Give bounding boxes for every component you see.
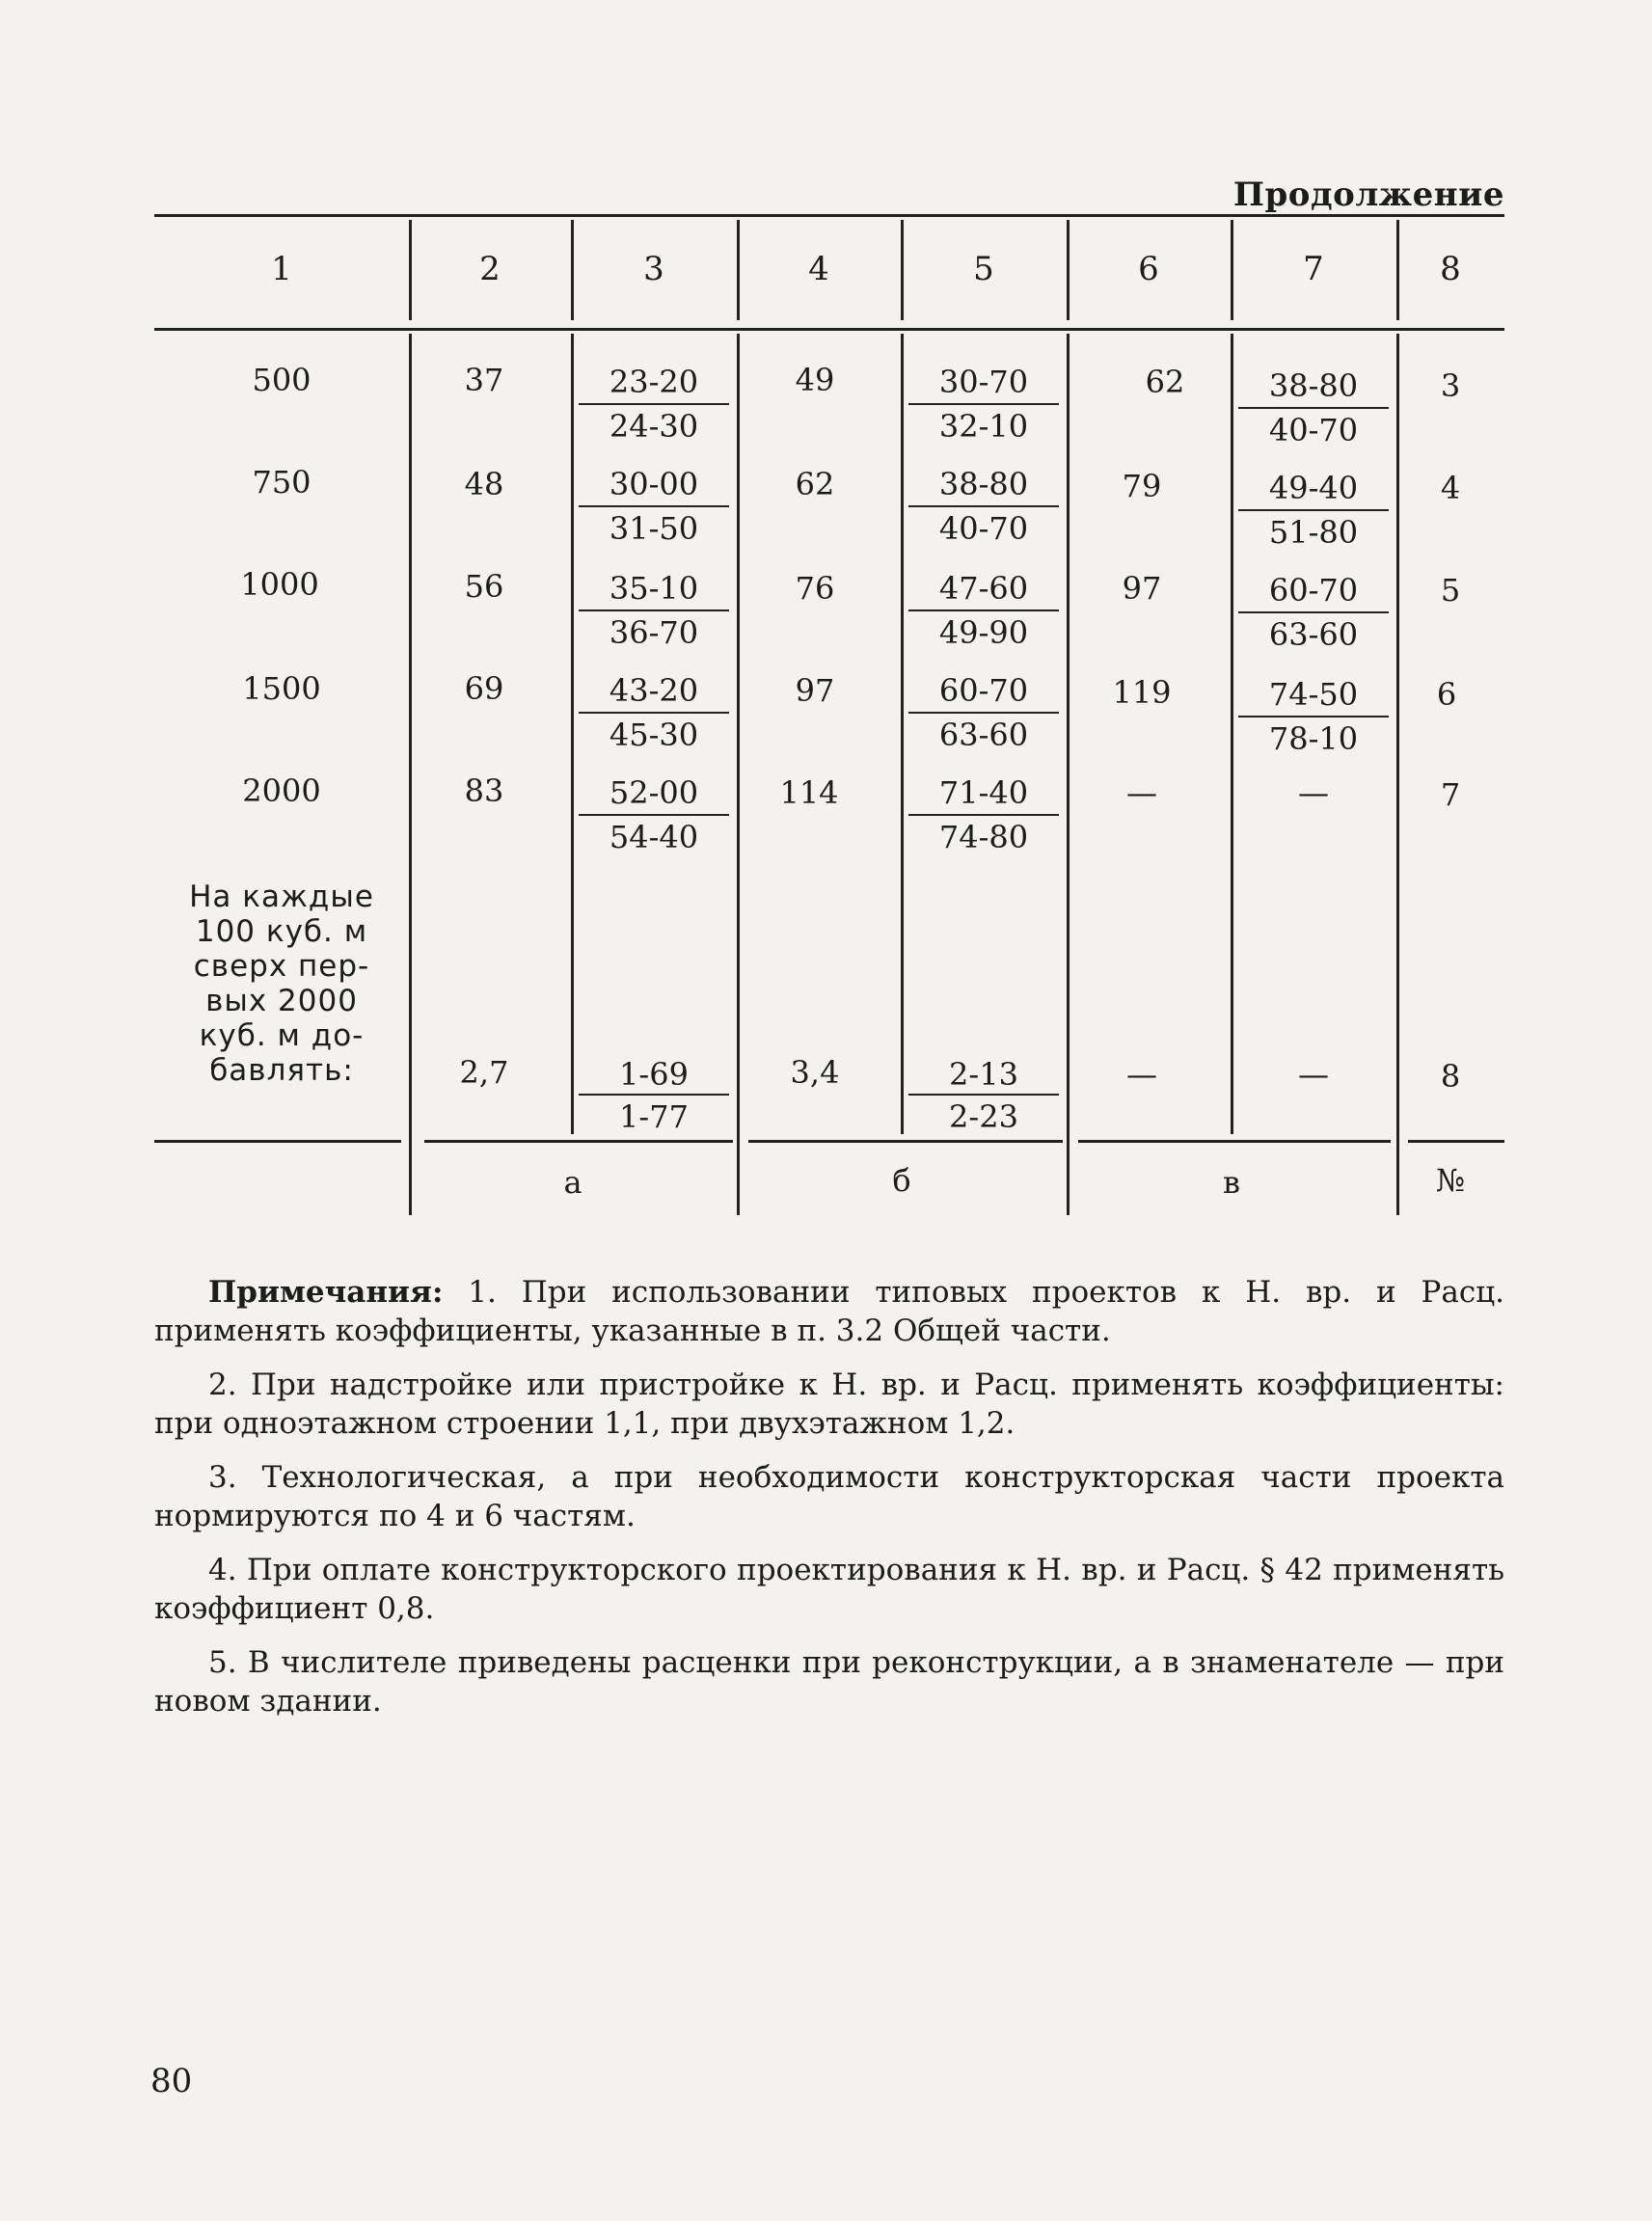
table-cell: 4 (1440, 470, 1461, 506)
table-cell: 8 (1440, 1058, 1461, 1095)
fraction-denominator: 31-50 (609, 510, 699, 547)
table-cell: 49 (795, 362, 835, 398)
fraction-denominator: 40-70 (938, 510, 1029, 547)
table-cell: 5 (1440, 572, 1461, 609)
fraction-bar (579, 403, 729, 405)
table-cell: 48 (464, 466, 504, 502)
table-cell: 79 (1122, 468, 1162, 504)
header-bottom-rule (154, 328, 1504, 331)
table-cell: 3,4 (790, 1054, 840, 1091)
group-label-b: б (892, 1162, 911, 1199)
fraction-denominator: 63-60 (938, 717, 1029, 753)
fraction-numerator: 30-00 (609, 466, 699, 502)
table-cell: 2000 (242, 772, 321, 809)
table-cell: 37 (464, 362, 504, 398)
table-cell: 1500 (242, 670, 321, 707)
fraction-bar (1238, 407, 1389, 409)
fraction-numerator: 38-80 (1268, 367, 1359, 404)
row-label-line: вых 2000 (205, 984, 358, 1018)
table-cell: 69 (464, 670, 504, 707)
column-header: 3 (643, 250, 664, 288)
fraction-numerator: 30-70 (938, 364, 1029, 400)
fraction-bar (579, 609, 729, 611)
fraction-numerator: 71-40 (938, 774, 1029, 811)
fraction-denominator: 51-80 (1268, 514, 1359, 551)
group-label-v: в (1222, 1164, 1240, 1201)
row-label-line: куб. м до- (199, 1018, 365, 1053)
table-bottom-rule (154, 1140, 401, 1143)
fraction-numerator: 74-50 (1268, 676, 1359, 713)
fraction-bar (908, 712, 1059, 714)
table-cell: — (1298, 774, 1329, 811)
row-label-line: 100 куб. м (195, 914, 368, 949)
table-cell: 114 (779, 774, 839, 811)
table-bottom-rule (424, 1140, 733, 1143)
note-item: Примечания: 1. При использовании типовых проектов к Н. вр. и Расц. применять коэффициенты, указанные в п. 3.2 Общей части. (154, 1275, 1504, 1348)
table-cell: 62 (1145, 364, 1185, 400)
table-cell: 97 (1122, 570, 1162, 607)
table-bottom-rule (1408, 1140, 1504, 1143)
table-cell: — (1298, 1056, 1329, 1093)
group-label-a: а (563, 1164, 582, 1201)
column-header: 6 (1138, 250, 1159, 288)
fraction-denominator: 2-23 (949, 1098, 1018, 1135)
table-cell: 83 (464, 772, 504, 809)
fraction-denominator: 63-60 (1268, 616, 1359, 653)
fraction-bar (579, 1094, 729, 1096)
fraction-numerator: 23-20 (609, 364, 699, 400)
table-bottom-rule (1078, 1140, 1391, 1143)
fraction-numerator: 1-69 (619, 1056, 689, 1093)
fraction-numerator: 49-40 (1268, 470, 1359, 506)
fraction-denominator: 36-70 (609, 614, 699, 651)
fraction-bar (908, 609, 1059, 611)
table-cell: 750 (252, 464, 311, 501)
fraction-bar (908, 505, 1059, 507)
notes-block (154, 1273, 1504, 1736)
table-cell: 62 (795, 466, 835, 502)
fraction-denominator: 54-40 (609, 819, 699, 855)
fraction-bar (1238, 611, 1389, 613)
fraction-numerator: 2-13 (949, 1056, 1018, 1093)
fraction-bar (1238, 716, 1389, 718)
fraction-denominator: 49-90 (938, 614, 1029, 651)
fraction-bar (908, 403, 1059, 405)
fraction-bar (579, 505, 729, 507)
page-number: 80 (150, 2062, 193, 2100)
fraction-numerator: 52-00 (609, 774, 699, 811)
table-cell: 6 (1436, 676, 1457, 713)
fraction-bar (579, 814, 729, 816)
table-cell: 500 (252, 362, 311, 398)
fraction-denominator: 40-70 (1268, 412, 1359, 448)
table-cell: 7 (1440, 776, 1461, 813)
note-item: 4. При оплате конструкторского проектирования к Н. вр. и Расц. § 42 применять коэффициент 0,8. (154, 1553, 1504, 1626)
table-cell: 119 (1112, 674, 1172, 711)
fraction-bar (1238, 509, 1389, 511)
notes-label: Примечания: (208, 1275, 444, 1310)
fraction-numerator: 35-10 (609, 570, 699, 607)
fraction-bar (908, 814, 1059, 816)
table-bottom-rule (748, 1140, 1063, 1143)
row-label-line: бавлять: (209, 1053, 354, 1088)
group-label-number: № (1435, 1162, 1466, 1199)
row-label-line: сверх пер- (193, 949, 370, 984)
fraction-bar (908, 1094, 1059, 1096)
column-header: 4 (808, 250, 829, 288)
fraction-denominator: 45-30 (609, 717, 699, 753)
fraction-numerator: 38-80 (938, 466, 1029, 502)
fraction-numerator: 47-60 (938, 570, 1029, 607)
fraction-numerator: 60-70 (1268, 572, 1359, 609)
table-cell: — (1126, 774, 1157, 811)
fraction-numerator: 43-20 (609, 672, 699, 709)
column-header: 7 (1303, 250, 1324, 288)
row-label-line: На каждые (189, 880, 374, 914)
table-cell: 56 (464, 568, 504, 605)
note-item: 3. Технологическая, а при необходимости конструкторская части проекта нормируются по 4 и 6 частям. (154, 1460, 1504, 1533)
column-header: 8 (1440, 250, 1461, 288)
fraction-denominator: 74-80 (938, 819, 1029, 855)
continued-label: Продолжение (1232, 176, 1504, 214)
table-cell: 3 (1440, 367, 1461, 404)
column-header: 1 (271, 250, 292, 288)
table-top-rule (154, 214, 1504, 217)
fraction-denominator: 78-10 (1268, 720, 1359, 757)
fraction-bar (579, 712, 729, 714)
note-item: 5. В числителе приведены расценки при реконструкции, а в знаменателе — при новом здании. (154, 1645, 1504, 1719)
table-cell: 1000 (240, 566, 319, 603)
fraction-denominator: 1-77 (619, 1098, 689, 1135)
fraction-numerator: 60-70 (938, 672, 1029, 709)
note-item: 2. При надстройке или пристройке к Н. вр. и Расц. применять коэффициенты: при одноэтажном строении 1,1, при двухэтажном 1,2. (154, 1368, 1504, 1441)
table-cell: 97 (795, 672, 835, 709)
table-cell: 2,7 (459, 1054, 509, 1091)
table-cell: 76 (795, 570, 835, 607)
column-header: 5 (973, 250, 994, 288)
fraction-denominator: 24-30 (609, 408, 699, 445)
column-header: 2 (479, 250, 501, 288)
table-cell: — (1126, 1056, 1157, 1093)
fraction-denominator: 32-10 (938, 408, 1029, 445)
